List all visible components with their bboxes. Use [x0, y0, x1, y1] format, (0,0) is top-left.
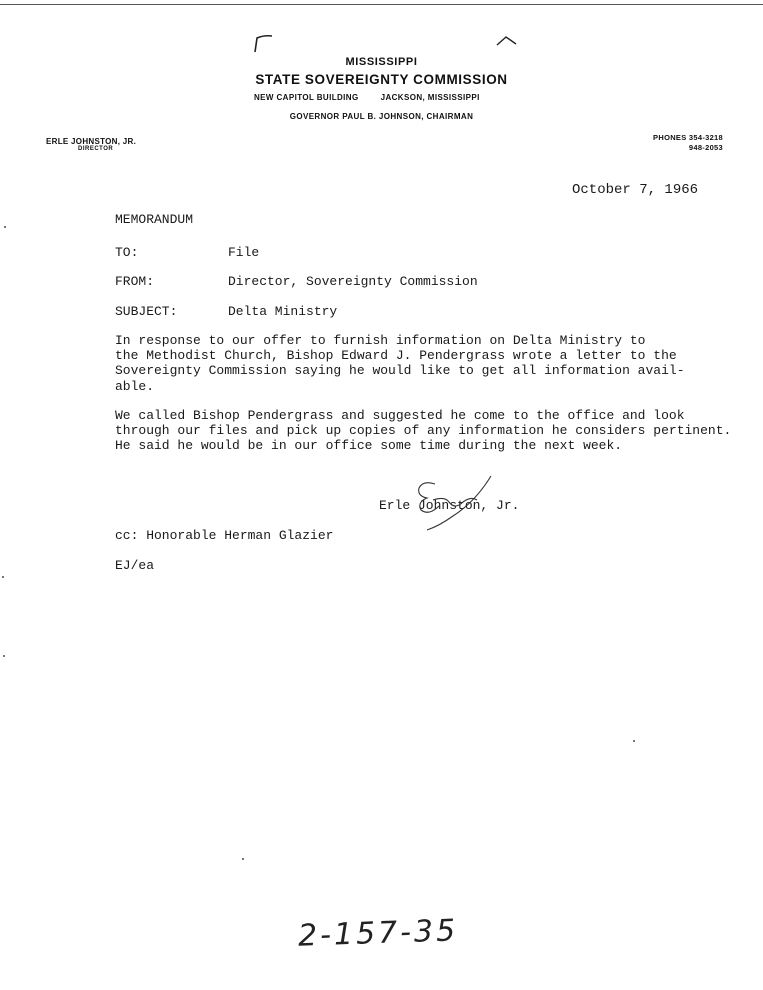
scan-speck [633, 740, 635, 742]
body-paragraph-2: We called Bishop Pendergrass and suggested he come to the office and look through our files and pick up copies of any information he considers pertinent. He said he would be in our office some time during the next week. [115, 408, 732, 454]
subject-label: SUBJECT: [115, 304, 178, 319]
top-rule [0, 4, 763, 5]
letterhead-address [254, 93, 480, 102]
scan-speck [2, 576, 4, 578]
director-title: DIRECTOR [78, 146, 114, 152]
file-number: 2-157-35 [297, 913, 459, 954]
letterhead-governor: GOVERNOR PAUL B. JOHNSON, CHAIRMAN [289, 112, 474, 121]
letterhead-building: NEW CAPITOL BUILDING [254, 93, 359, 102]
from-label: FROM: [115, 274, 155, 289]
letterhead-state: MISSISSIPPI [345, 56, 418, 68]
from-value: Director, Sovereignty Commission [228, 274, 478, 289]
cc-line: cc: Honorable Herman Glazier [115, 528, 334, 543]
scan-speck [3, 655, 5, 657]
corner-mark-left [252, 34, 276, 54]
phone-block [653, 133, 723, 153]
letterhead-city: JACKSON, MISSISSIPPI [380, 93, 480, 102]
to-value: File [228, 245, 260, 260]
body-paragraph-1: In response to our offer to furnish information on Delta Ministry to the Methodist Church, Bishop Edward J. Pendergrass wrote a letter to the Sovereignty Commission saying he would like to get all information avail- able. [115, 333, 685, 394]
handwritten-signature [405, 472, 500, 534]
phone-primary: PHONES 354-3218 [653, 133, 723, 142]
letterhead-commission: STATE SOVEREIGNTY COMMISSION [255, 72, 508, 87]
phone-secondary: 948-2053 [688, 143, 723, 152]
director-name: ERLE JOHNSTON, JR. [46, 137, 137, 146]
memo-heading: MEMORANDUM [115, 212, 194, 227]
to-label: TO: [115, 245, 139, 260]
corner-mark-right [495, 34, 519, 48]
scan-speck [242, 858, 244, 860]
typed-signature: Erle Johnston, Jr. [379, 498, 520, 513]
scan-speck [4, 226, 6, 228]
subject-value: Delta Ministry [228, 304, 338, 319]
memo-date: October 7, 1966 [572, 182, 699, 198]
typist-initials: EJ/ea [115, 558, 155, 573]
